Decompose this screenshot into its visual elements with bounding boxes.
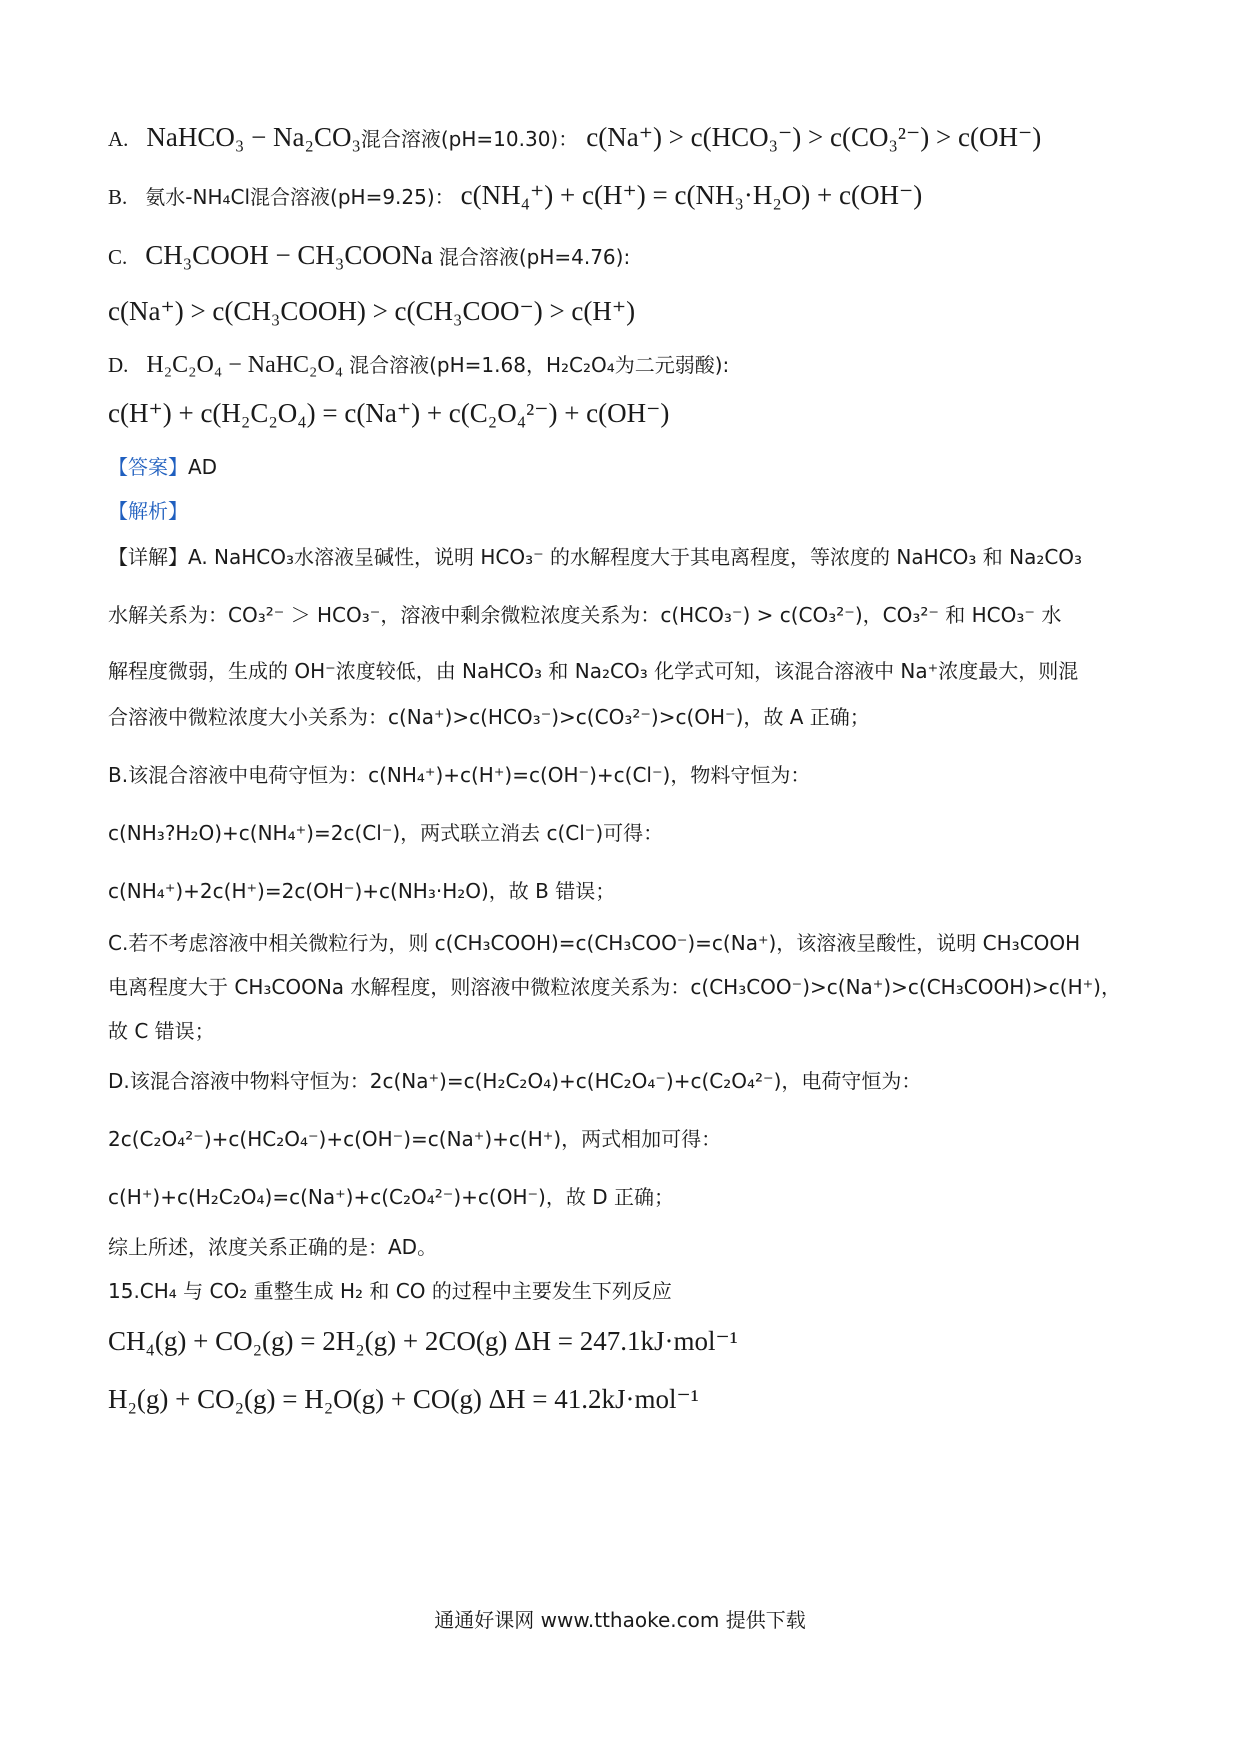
analysis-tag: 【解析】 bbox=[108, 499, 188, 523]
question-15-equation-1: CH₄(g) + CO₂(g) = 2H₂(g) + 2CO(g) ΔH = 247.1kJ·mol⁻¹ bbox=[108, 1326, 738, 1356]
option-desc: 混合溶液(pH=4.76): bbox=[438, 245, 631, 269]
answer-tag: 【答案】 bbox=[108, 455, 188, 479]
option-relation: c(Na⁺) > c(HCO₃⁻) > c(CO₃²⁻) > c(OH⁻) bbox=[586, 122, 1042, 152]
detail-a-line-3: 解程度微弱，生成的 OH⁻浓度较低，由 NaHCO₃ 和 Na₂CO₃ 化学式可知，该混合溶液中 Na⁺浓度最大，则混 bbox=[108, 659, 1079, 683]
option-desc: 混合溶液(pH=1.68，H₂C₂O₄为二元弱酸): bbox=[349, 353, 730, 377]
detail-c-line-1: C.若不考虑溶液中相关微粒行为，则 c(CH₃COOH)=c(CH₃COO⁻)=c(Na⁺)，该溶液呈酸性，说明 CH₃COOH bbox=[108, 931, 1081, 955]
option-formula: H₂C₂O₄ − NaHC₂O₄ bbox=[146, 352, 344, 378]
detail-c-line-3: 故 C 错误； bbox=[108, 1019, 215, 1043]
detail-d-line-3: c(H⁺)+c(H₂C₂O₄)=c(Na⁺)+c(C₂O₄²⁻)+c(OH⁻)，故 D 正确； bbox=[108, 1185, 674, 1209]
detail-b-line-2: c(NH₃?H₂O)+c(NH₄⁺)=2c(Cl⁻)，两式联立消去 c(Cl⁻)可得： bbox=[108, 821, 664, 845]
detail-d-line-2: 2c(C₂O₄²⁻)+c(HC₂O₄⁻)+c(OH⁻)=c(Na⁺)+c(H⁺)，两式相加可得： bbox=[108, 1127, 722, 1151]
detail-a-line-1: 【详解】A. NaHCO₃水溶液呈碱性，说明 HCO₃⁻ 的水解程度大于其电离程度，等浓度的 NaHCO₃ 和 Na₂CO₃ bbox=[108, 545, 1083, 569]
option-relation: c(H⁺) + c(H₂C₂O₄) = c(Na⁺) + c(C₂O₄²⁻) + c(OH⁻) bbox=[108, 398, 670, 428]
option-formula: 氨水-NH₄Cl bbox=[145, 185, 251, 209]
option-a bbox=[108, 122, 1240, 155]
detail-c-line-2: 电离程度大于 CH₃COONa 水解程度，则溶液中微粒浓度关系为：c(CH₃COO⁻)>c(Na⁺)>c(CH₃COOH)>c(H⁺)， bbox=[108, 975, 1121, 999]
option-desc: 混合溶液(pH=9.25)： bbox=[250, 185, 455, 209]
detail-b-line-1: B.该混合溶液中电荷守恒为：c(NH₄⁺)+c(H⁺)=c(OH⁻)+c(Cl⁻)，物料守恒为： bbox=[108, 763, 811, 787]
detail-d-line-1: D.该混合溶液中物料守恒为：2c(Na⁺)=c(H₂C₂O₄)+c(HC₂O₄⁻)+c(C₂O₄²⁻)，电荷守恒为： bbox=[108, 1069, 922, 1093]
option-d-relation-line bbox=[108, 398, 1240, 431]
option-label: C. bbox=[108, 245, 128, 269]
detail-a-line-2: 水解关系为：CO₃²⁻ ＞ HCO₃⁻，溶液中剩余微粒浓度关系为：c(HCO₃⁻) > c(CO₃²⁻)，CO₃²⁻ 和 HCO₃⁻ 水 bbox=[108, 603, 1062, 627]
question-15-equation-2: H₂(g) + CO₂(g) = H₂O(g) + CO(g) ΔH = 41.2kJ·mol⁻¹ bbox=[108, 1384, 699, 1414]
option-label: A. bbox=[108, 127, 129, 151]
answer-line bbox=[108, 452, 1240, 483]
option-relation: c(NH₄⁺) + c(H⁺) = c(NH₃·H₂O) + c(OH⁻) bbox=[460, 180, 923, 210]
summary-line: 综上所述，浓度关系正确的是：AD。 bbox=[108, 1235, 438, 1259]
option-d bbox=[108, 350, 1240, 381]
detail-a-line-4: 合溶液中微粒浓度大小关系为：c(Na⁺)>c(HCO₃⁻)>c(CO₃²⁻)>c(OH⁻)，故 A 正确； bbox=[108, 705, 870, 729]
detail-b-line-3: c(NH₄⁺)+2c(H⁺)=2c(OH⁻)+c(NH₃·H₂O)，故 B 错误； bbox=[108, 879, 616, 903]
option-c bbox=[108, 240, 1240, 273]
option-desc: 混合溶液(pH=10.30)： bbox=[360, 127, 579, 151]
option-label: B. bbox=[108, 185, 128, 209]
option-b bbox=[108, 180, 1240, 213]
option-formula: NaHCO₃ − Na₂CO₃ bbox=[146, 122, 361, 152]
page-footer: 通通好课网 www.tthaoke.com 提供下载 bbox=[434, 1608, 806, 1632]
option-label: D. bbox=[108, 353, 129, 377]
option-c-relation-line bbox=[108, 296, 1240, 329]
question-15-stem: 15.CH₄ 与 CO₂ 重整生成 H₂ 和 CO 的过程中主要发生下列反应 bbox=[108, 1279, 672, 1303]
answer-value: AD bbox=[188, 455, 218, 479]
option-formula: CH₃COOH − CH₃COONa bbox=[145, 240, 433, 270]
option-relation: c(Na⁺) > c(CH₃COOH) > c(CH₃COO⁻) > c(H⁺) bbox=[108, 296, 636, 326]
analysis-line bbox=[108, 496, 1240, 527]
